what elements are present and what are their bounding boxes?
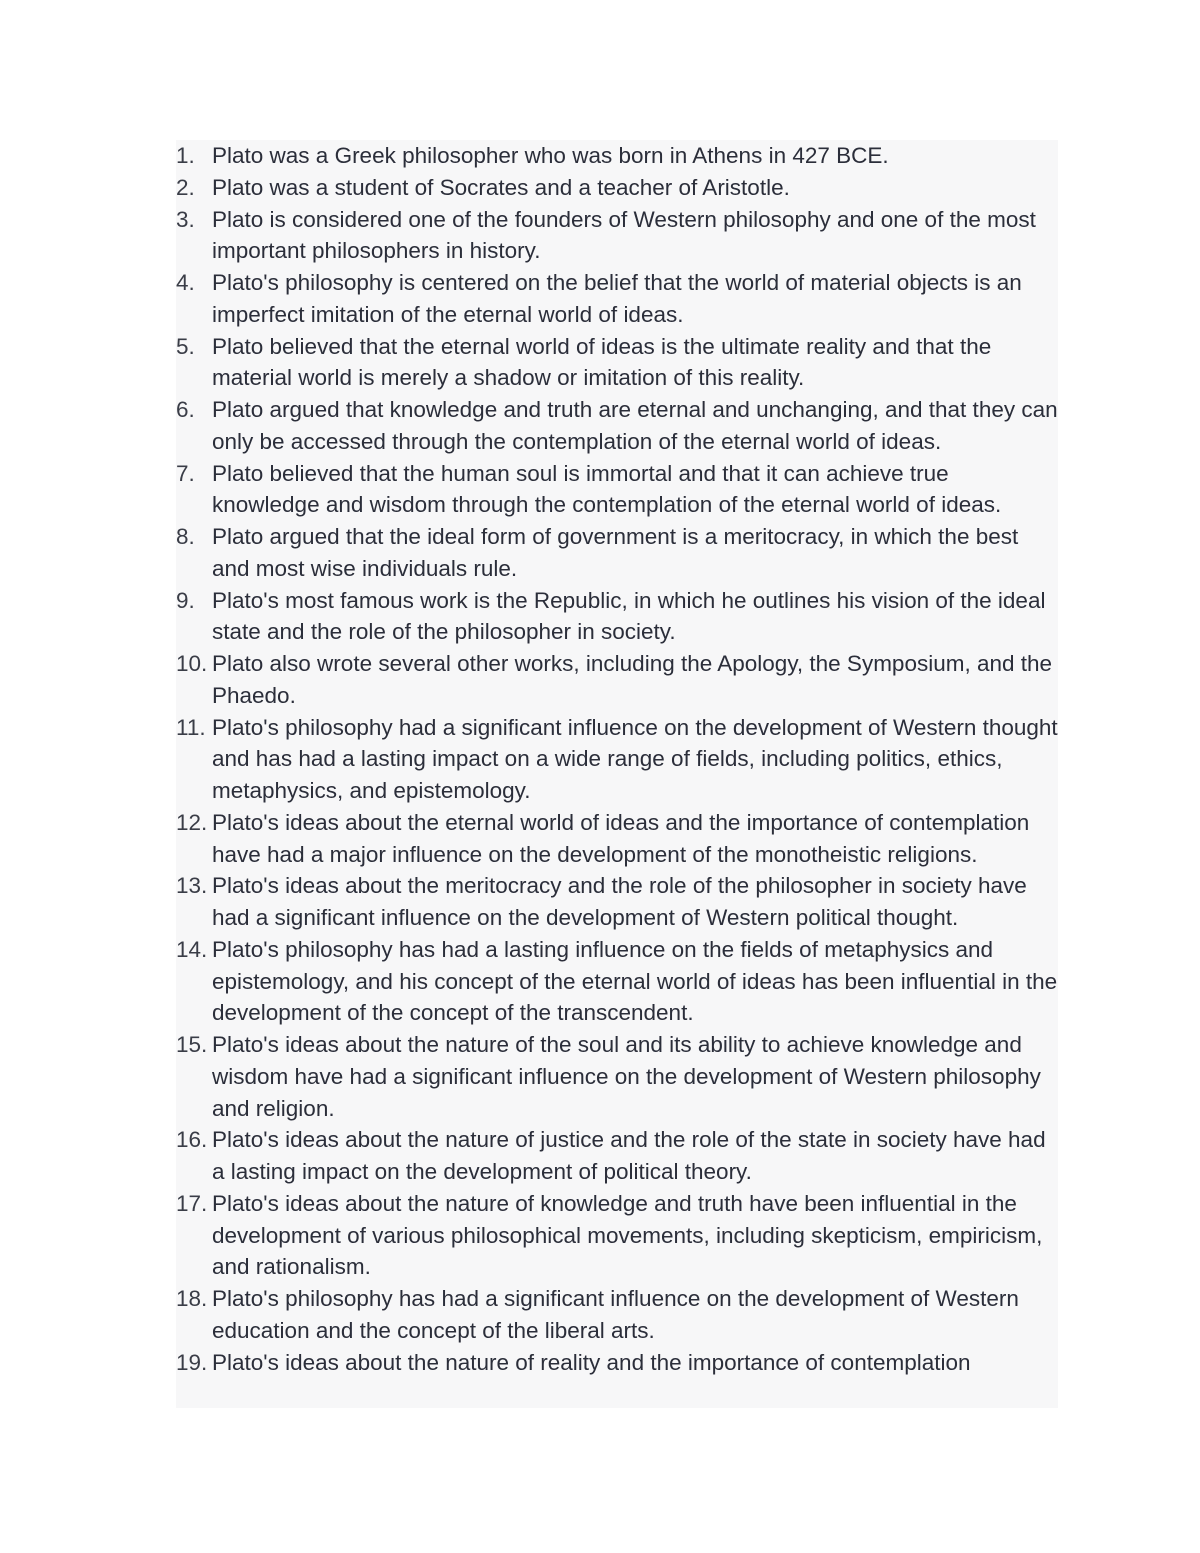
- list-item: [176, 934, 1058, 1029]
- list-item: [176, 712, 1058, 807]
- list-item: [176, 807, 1058, 871]
- list-item: [176, 1283, 1058, 1347]
- list-item-number: 11.: [176, 714, 206, 740]
- list-item: [176, 204, 1058, 268]
- list-item-text: Plato argued that knowledge and truth are eternal and unchanging, and that they can only be accessed through the contemplation of the eternal world of ideas.: [212, 397, 1058, 454]
- list-item-number: 1.: [176, 143, 195, 168]
- content-block: [176, 140, 1058, 1408]
- list-item-text: Plato's philosophy had a significant influence on the development of Western thought and has had a lasting impact on a wide range of fields, including politics, ethics, metaphysics, and epistemology.: [212, 714, 1058, 803]
- list-item-text: Plato's ideas about the eternal world of ideas and the importance of contemplation have had a major influence on the development of the monotheistic religions.: [212, 809, 1030, 867]
- list-item-text: Plato's philosophy has had a significant influence on the development of Western education and the concept of the liberal arts.: [212, 1286, 1019, 1343]
- list-item-number: 6.: [176, 397, 195, 422]
- list-item: [176, 1188, 1058, 1283]
- list-item-text: Plato was a student of Socrates and a teacher of Aristotle.: [212, 174, 790, 200]
- list-item-text: Plato also wrote several other works, including the Apology, the Symposium, and the Phaedo.: [212, 651, 1053, 708]
- list-item: [176, 394, 1058, 458]
- list-item-text: Plato believed that the eternal world of ideas is the ultimate reality and that the material world is merely a shadow or imitation of this reality.: [212, 333, 992, 391]
- list-item-number: 12.: [176, 809, 208, 835]
- list-item: [176, 172, 1058, 204]
- list-item-number: 18.: [176, 1286, 208, 1311]
- list-item-text: Plato's ideas about the nature of the soul and its ability to achieve knowledge and wisdom have had a significant influence on the development of Western philosophy and religion.: [212, 1032, 1041, 1121]
- list-item-text: Plato believed that the human soul is immortal and that it can achieve true knowledge and wisdom through the contemplation of the eternal world of ideas.: [212, 460, 1002, 518]
- list-item-text: Plato's most famous work is the Republic, in which he outlines his vision of the ideal state and the role of the philosopher in society.: [212, 587, 1046, 645]
- list-item-number: 4.: [176, 270, 195, 295]
- list-item-number: 8.: [176, 524, 195, 549]
- list-item: [176, 585, 1058, 649]
- list-item-text: Plato argued that the ideal form of government is a meritocracy, in which the best and most wise individuals rule.: [212, 524, 1019, 581]
- list-item: [176, 267, 1058, 331]
- list-item-number: 10.: [176, 651, 208, 676]
- list-item: [176, 1347, 1058, 1379]
- list-item-number: 17.: [176, 1190, 208, 1216]
- list-item-text: Plato is considered one of the founders of Western philosophy and one of the most important philosophers in history.: [212, 206, 1036, 264]
- list-item-number: 14.: [176, 936, 208, 962]
- list-item-number: 9.: [176, 587, 195, 613]
- list-item-text: Plato's ideas about the meritocracy and the role of the philosopher in society have had a significant influence on the development of Western political thought.: [212, 873, 1027, 930]
- list-item-number: 5.: [176, 333, 195, 359]
- list-item: [176, 521, 1058, 585]
- list-item-number: 19.: [176, 1349, 208, 1375]
- list-item-number: 16.: [176, 1127, 208, 1153]
- list-item-number: 7.: [176, 460, 195, 486]
- list-item-text: Plato's philosophy is centered on the belief that the world of material objects is an imperfect imitation of the eternal world of ideas.: [212, 270, 1022, 327]
- list-item-number: 2.: [176, 174, 195, 200]
- list-item-number: 15.: [176, 1032, 208, 1057]
- numbered-list: [176, 140, 1058, 1378]
- list-item-text: Plato's ideas about the nature of reality and the importance of contemplation: [212, 1349, 971, 1375]
- list-item: [176, 870, 1058, 934]
- list-item-number: 13.: [176, 873, 208, 899]
- list-item: [176, 1124, 1058, 1188]
- list-item: [176, 140, 1058, 172]
- list-item: [176, 458, 1058, 522]
- list-item: [176, 331, 1058, 395]
- list-item-text: Plato's ideas about the nature of justice and the role of the state in society have had a lasting impact on the development of political theory.: [212, 1127, 1046, 1184]
- list-item-text: Plato was a Greek philosopher who was born in Athens in 427 BCE.: [212, 143, 889, 168]
- list-item-text: Plato's philosophy has had a lasting influence on the fields of metaphysics and epistemology, and his concept of the eternal world of ideas has been influential in the development of the concept of the transcendent.: [212, 936, 1058, 1026]
- list-item-number: 3.: [176, 206, 195, 232]
- list-item-text: Plato's ideas about the nature of knowledge and truth have been influential in the development of various philosophical movements, including skepticism, empiricism, and rationalism.: [212, 1190, 1043, 1280]
- list-item: [176, 648, 1058, 712]
- list-item: [176, 1029, 1058, 1124]
